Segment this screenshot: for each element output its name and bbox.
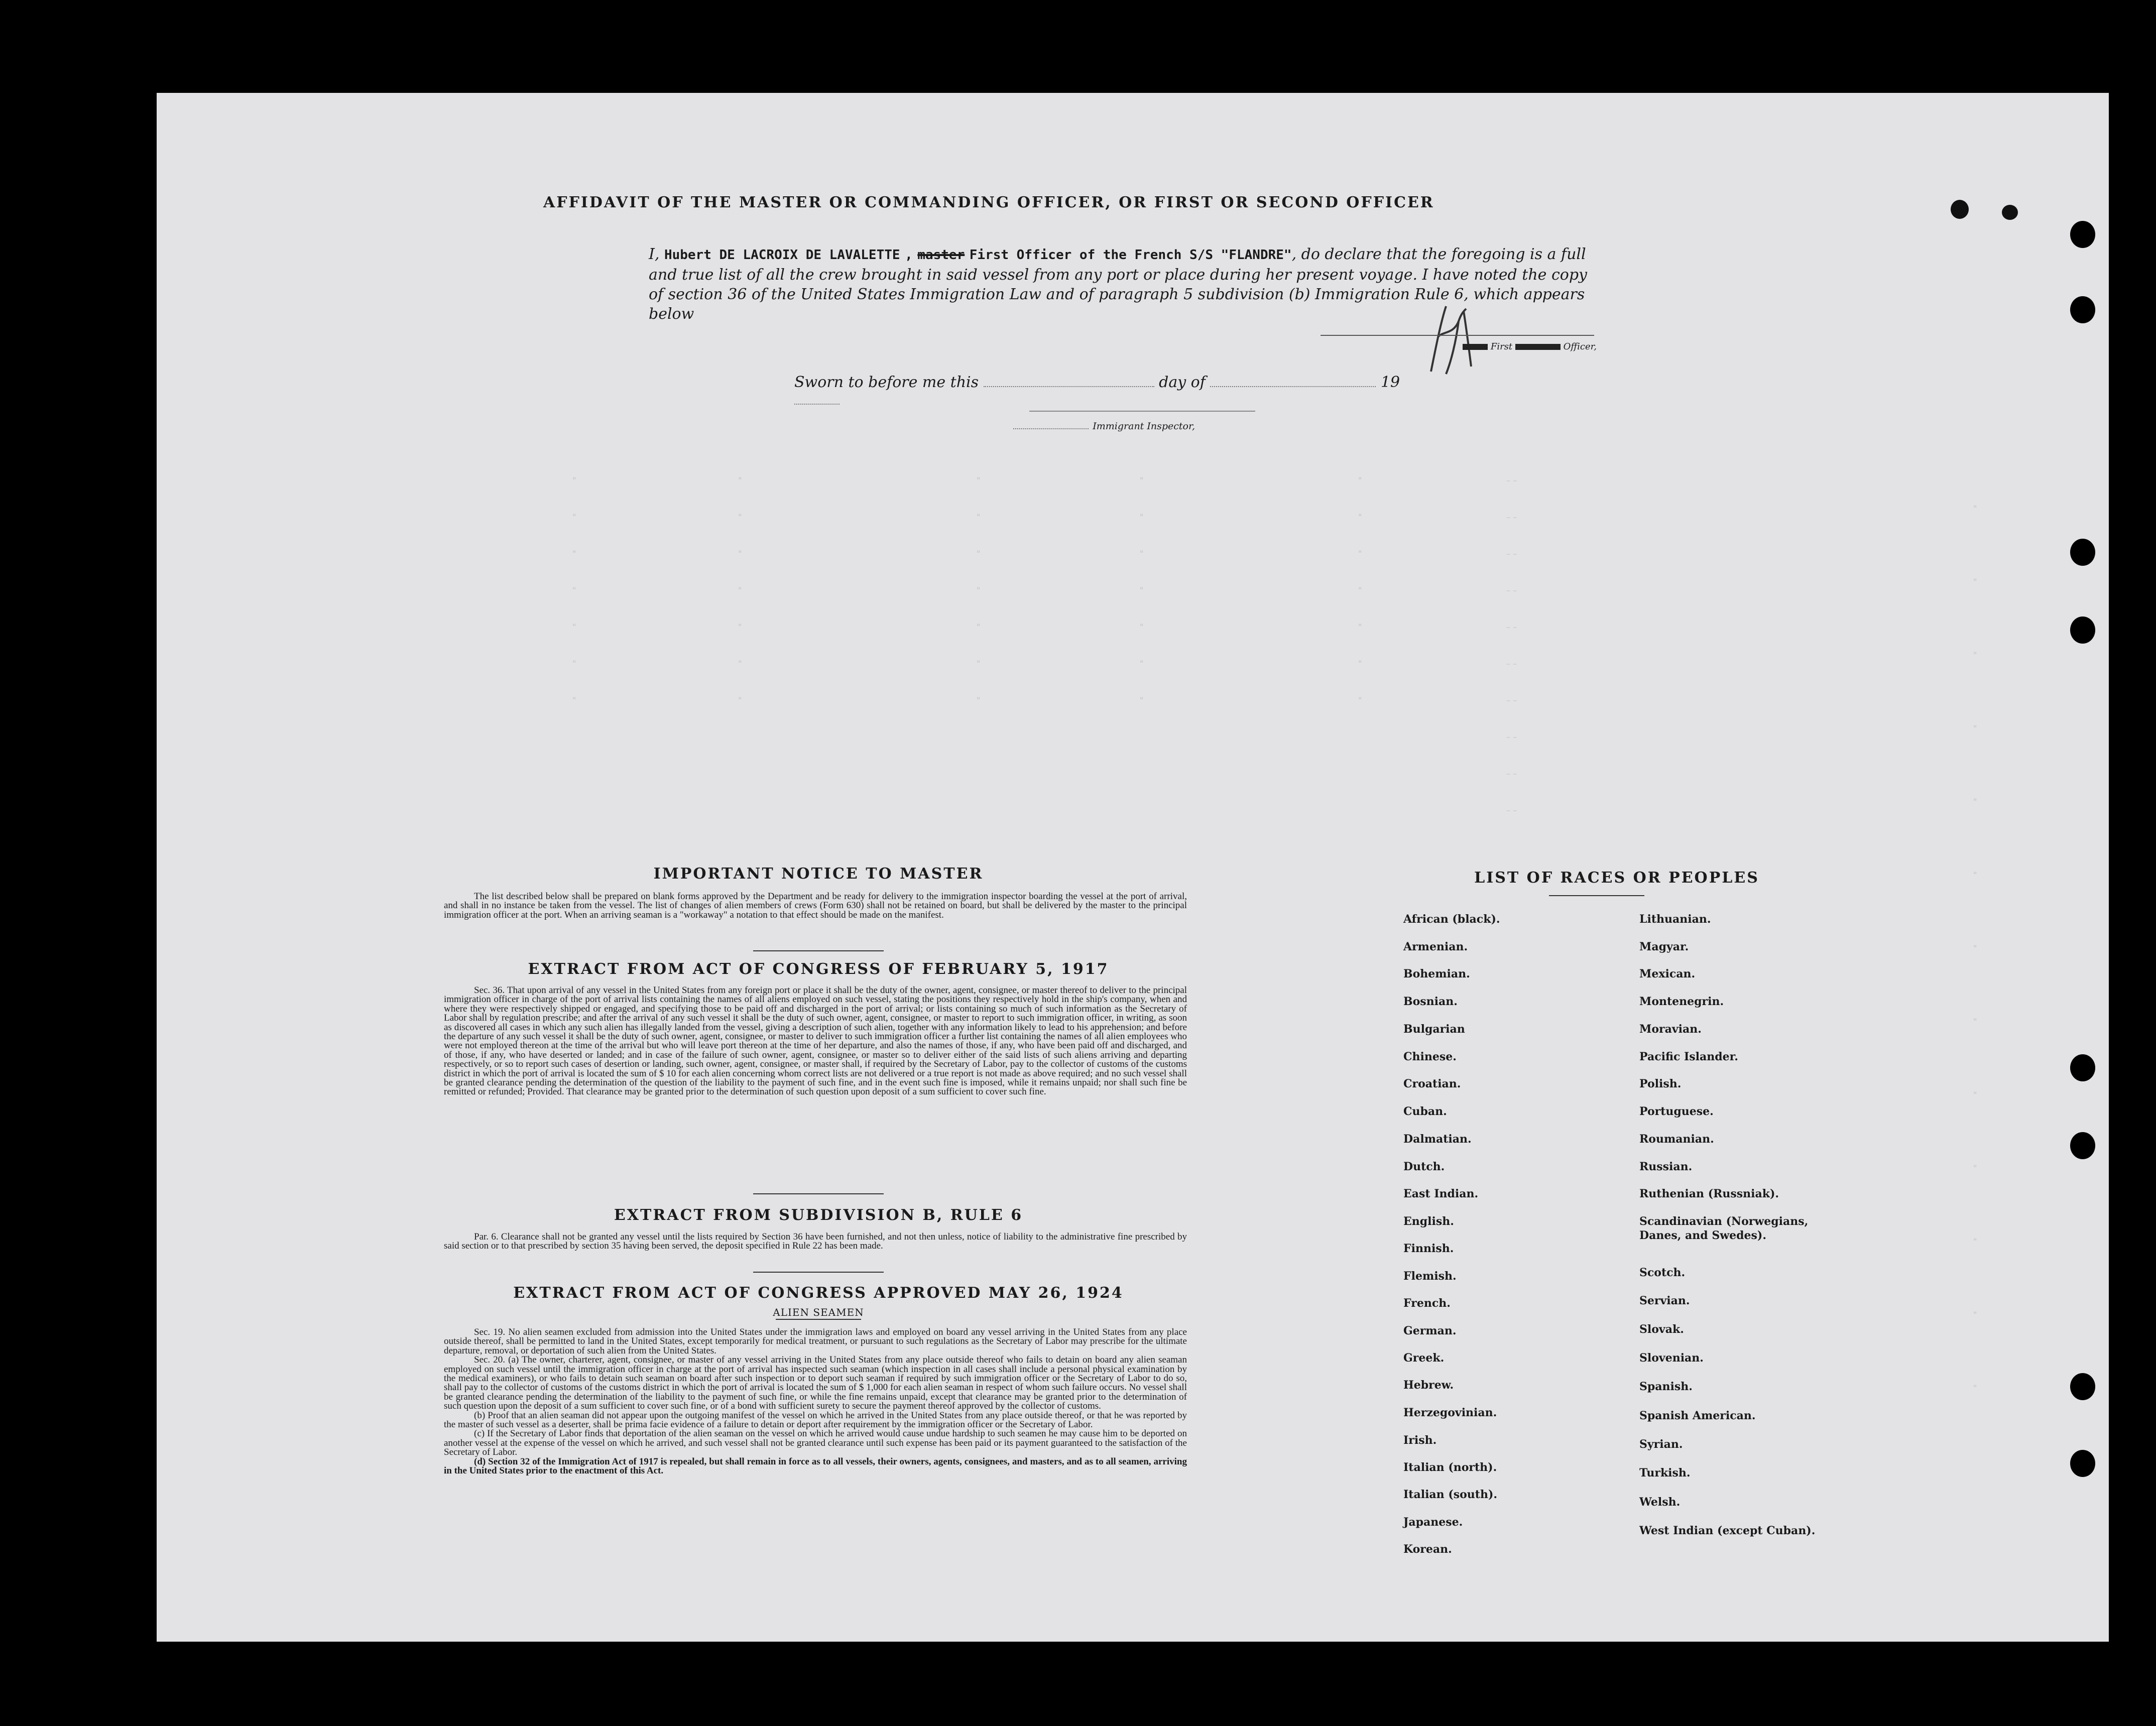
declare-tail: , do declare: [1291, 245, 1382, 263]
extract-rule6-body: Par. 6. Clearance shall not be granted any vessel until the lists required by Section 36 have been furnished, and not then unless, notice of liability to the administrative fine prescribed by said section or to that prescribed by section 35 having been served, the deposit specified in Rule 22 has been made.: [444, 1231, 1187, 1252]
extract-1917-text: [444, 986, 1187, 1097]
sworn-year: 19: [1380, 374, 1400, 391]
punch-hole: [2070, 1054, 2095, 1081]
officer-name: Hubert DE LACROIX DE LAVALETTE: [664, 248, 900, 263]
race-item: Greek.: [1403, 1351, 1445, 1365]
section-divider: [753, 1193, 884, 1194]
signature-caption: [1411, 341, 1597, 352]
signature-first: First: [1490, 341, 1513, 352]
race-item: Spanish.: [1639, 1380, 1693, 1393]
race-item: Pacific Islander.: [1639, 1050, 1738, 1063]
race-item: Portuguese.: [1639, 1105, 1714, 1118]
affidavit-paragraph: I, Hubert DE LACROIX DE LAVALETTE , master First Officer of the French S/S "FLANDRE", do declare that the foregoing is a full and true list of all the crew brought in said vessel from any port or place during her present voyage. I have noted the copy of section 36 of the United States Immigration Law and of paragraph 5 subdivision (b) Immigration Rule 6, which appears below: [649, 245, 1587, 323]
extract-1924-paragraph: (c) If the Secretary of Labor finds that deportation of the alien seaman on the vessel on which he arrived would cause undue hardship to such seamen he may cause him to be deported on another vessel at the expense of the vessel on which he arrived, and such vessel shall not be granted clearance until such expense has been paid or its payment guaranteed to the satisfaction of the Secretary of Labor.: [444, 1428, 1187, 1458]
race-item: English.: [1403, 1215, 1454, 1228]
section-divider: [753, 1272, 884, 1273]
race-item: Polish.: [1639, 1077, 1682, 1090]
race-item: Chinese.: [1403, 1050, 1457, 1063]
race-item: Turkish.: [1639, 1466, 1691, 1480]
race-item: Scotch.: [1639, 1266, 1686, 1279]
ink-blot: [1951, 200, 1969, 219]
punch-hole: [2070, 539, 2095, 566]
affidavit-pronoun: I,: [649, 245, 660, 263]
race-item: Herzegovinian.: [1403, 1406, 1497, 1419]
notice-title: IMPORTANT NOTICE TO MASTER: [653, 865, 984, 883]
extract-1924-paragraph: Sec. 20. (a) The owner, charterer, agent, consignee, or master of any vessel arriving in the United States from any place outside thereof who fails to detain on board any alien seaman employed on such vessel until the immigration officer in charge at the port of arrival has inspected such seaman (which inspection in all cases shall include a personal physical examination by the medical examiners), or who fails to detain such seaman on board after such inspection or to deport such seaman if required by such immigration officer or the Secretary of Labor to do so, shall pay to the collector of customs of the customs district in which the port of arrival is located the sum of $ 1,000 for each alien seaman in respect of whom such failure occurs. No vessel shall be granted clearance pending the determination of the liability to the payment of such fine, or while the fine remains unpaid, except that clearance may be granted prior to the determination of such question upon the deposit of a sum sufficient to cover such fine, or of a bond with sufficient surety to secure the payment thereof approved by the collector of customs.: [444, 1354, 1187, 1412]
punch-hole: [2070, 617, 2095, 644]
inspector-line: [1029, 411, 1255, 412]
race-item: Cuban.: [1403, 1105, 1447, 1118]
race-item: Italian (south).: [1403, 1488, 1498, 1501]
sworn-day: day of: [1159, 374, 1206, 391]
extract-1924-paragraph: (b) Proof that an alien seaman did not appear upon the outgoing manifest of the vessel on which he arrived in the United States from any place outside thereof, or that he was reported by the master of such vessel as a deserter, shall be prima facie evidence of a failure to detain or deport after requirement by the immigration officer or the Secretary of Labor.: [444, 1410, 1187, 1430]
race-item: Hebrew.: [1403, 1379, 1454, 1392]
race-item: Lithuanian.: [1639, 913, 1711, 926]
bleed-through-column: " " " " " " " " " " " " ": [1973, 504, 1977, 1393]
race-item: Moravian.: [1639, 1023, 1702, 1036]
affidavit-body: that the foregoing is a full and true list of all the crew brought in said vessel from any port or place during her present voyage. I have noted the copy of section 36 of the United States Immigration Law and of paragraph 5 subdivision (b) Immigration Rule 6, which appears below: [649, 245, 1587, 323]
race-item: Slovenian.: [1639, 1351, 1704, 1365]
signature-mark: [1416, 301, 1481, 377]
bleed-through-column: " " " " " " ": [977, 475, 981, 705]
officer-rank: First Officer of the French S/S "FLANDRE": [969, 248, 1292, 263]
race-item: Croatian.: [1403, 1077, 1461, 1090]
race-item: Spanish American.: [1639, 1409, 1756, 1422]
punch-hole: [2070, 1450, 2095, 1477]
race-item: Armenian.: [1403, 940, 1468, 953]
race-item: Korean.: [1403, 1543, 1452, 1556]
race-item: Irish.: [1403, 1434, 1437, 1447]
extract-rule6-text: [444, 1232, 1187, 1251]
race-item: Japanese.: [1403, 1516, 1463, 1529]
punch-hole: [2070, 221, 2095, 248]
signature-officer: Officer,: [1563, 341, 1597, 352]
bleed-through-column: " " " " " " ": [738, 475, 742, 705]
bleed-through-column: " " " " " " ": [1140, 475, 1144, 705]
extract-1924-paragraph: Sec. 19. No alien seamen excluded from admission into the United States under the immigration laws and employed on board any vessel arriving in the United States from any place outside thereof, shall be permitted to land in the United States, except temporarily for medical treatment, or pursuant to such regulations as the Secretary of Labor may prescribe for the ultimate departure, removal, or deportation of such alien from the United States.: [444, 1327, 1187, 1356]
notice-body: The list described below shall be prepared on blank forms approved by the Department and be ready for delivery to the immigration inspector boarding the vessel at the port of arrival, and shall in no instance be taken from the vessel. The list of changes of alien members of crews (Form 630) shall not be retained on board, but shall be delivered by the master to the principal immigration officer at the port. When an arriving seaman is a "workaway" a notation to that effect should be made on the manifest.: [444, 891, 1187, 920]
punch-hole: [2070, 1132, 2095, 1159]
race-item: Dalmatian.: [1403, 1133, 1472, 1146]
race-item: Italian (north).: [1403, 1461, 1497, 1474]
signature-line: [1321, 335, 1594, 336]
extract-1924-text: [444, 1328, 1187, 1476]
extract-1917-body: Sec. 36. That upon arrival of any vessel in the United States from any foreign port or place it shall be the duty of the owner, agent, consignee, or master thereof to deliver to the principal immigration officer in charge of the port of arrival lists containing the names of all aliens employed on such vessel, stating the positions they respectively hold in the ship's company, when and where they were respectively shipped or engaged, and specifying those to be paid off and discharged in the port of arrival; or lists containing so much of such information as the Secretary of Labor shall by regulation prescribe; and after the arrival of any such vessel it shall be the duty of such owner, agent, consignee, or master to report to such immigration officer, in writing, as soon as discovered all cases in which any such alien has illegally landed from the vessel, giving a description of such alien, together with any information likely to lead to his apprehension; and before the departure of any such vessel it shall be the duty of such owner, agent, consignee, or master to deliver to such immigration officer a further list containing the names of all alien employees who were not employed thereon at the time of the arrival but who will leave port thereon at the time of her departure, and also the names of those, if any, who have been paid off and discharged, and of those, if any, who have deserted or landed; and in case of the failure of such owner, agent, consignee, or master so to deliver either of the said lists of such aliens arriving and departing respectively, or so to report such cases of desertion or landing, such owner, agent, consignee, or master shall, if required by the Secretary of Labor, pay to the collector of customs of the customs district in which the port of arrival is located the sum of $ 10 for each alien concerning whom correct lists are not delivered or a true report is not made as above required; and no such vessel shall be granted clearance pending the determination of the question of the liability to the payment of such fine, and in the event such fine is imposed, while it remains unpaid; nor shall such fine be remitted or refunded; Provided. That clearance may be granted prior to the determination of such question upon deposit of a sum sufficient to cover such fine.: [444, 985, 1187, 1097]
subtitle-underline: [776, 1319, 861, 1320]
race-item: French.: [1403, 1297, 1451, 1310]
punch-hole: [2070, 296, 2095, 323]
race-item: Slovak.: [1639, 1323, 1684, 1336]
extract-1917-title: EXTRACT FROM ACT OF CONGRESS OF FEBRUARY 5, 1917: [528, 960, 1109, 978]
extract-1924-title: EXTRACT FROM ACT OF CONGRESS APPROVED MAY 26, 1924: [513, 1284, 1124, 1302]
race-item: Russian.: [1639, 1160, 1693, 1173]
race-item: Magyar.: [1639, 940, 1689, 953]
bleed-through-column: – – – – – – – – – – – – – – – – – – – –: [1506, 475, 1517, 815]
race-item: Scandinavian (Norwegians, Danes, and Swedes).: [1639, 1215, 1809, 1242]
race-item: Roumanian.: [1639, 1133, 1714, 1146]
race-item: Ruthenian (Russniak).: [1639, 1187, 1779, 1200]
race-item: East Indian.: [1403, 1187, 1479, 1200]
punch-hole: [2070, 1373, 2095, 1400]
inspector-caption: [984, 421, 1195, 432]
section-divider: [753, 950, 884, 951]
race-item: Bohemian.: [1403, 967, 1470, 980]
inspector-label: Immigrant Inspector,: [1093, 421, 1195, 432]
sworn-line: [794, 374, 1447, 409]
affidavit-title: AFFIDAVIT OF THE MASTER OR COMMANDING OFFICER, OR FIRST OR SECOND OFFICER: [543, 194, 1434, 211]
races-title-underline: [1549, 895, 1644, 896]
race-item: Welsh.: [1639, 1496, 1681, 1509]
race-item: Dutch.: [1403, 1160, 1445, 1173]
race-item: Bulgarian: [1403, 1023, 1465, 1036]
notice-text: [444, 892, 1187, 920]
extract-1924-paragraph: (d) Section 32 of the Immigration Act of 1917 is repealed, but shall remain in force as to all vessels, their owners, agents, consignees, and masters, and as to all seamen, arriving in the United States prior to the enactment of this Act.: [444, 1456, 1187, 1476]
race-item: West Indian (except Cuban).: [1639, 1524, 1816, 1537]
race-item: Bosnian.: [1403, 995, 1458, 1008]
extract-rule6-title: EXTRACT FROM SUBDIVISION B, RULE 6: [614, 1206, 1023, 1224]
race-item: Syrian.: [1639, 1438, 1683, 1451]
race-item: German.: [1403, 1324, 1457, 1337]
race-item: Servian.: [1639, 1294, 1690, 1307]
bleed-through-column: " " " " " " ": [572, 475, 576, 705]
races-title: LIST OF RACES OR PEOPLES: [1474, 869, 1759, 887]
race-item: Mexican.: [1639, 967, 1696, 980]
race-item: African (black).: [1403, 913, 1500, 926]
race-item: Finnish.: [1403, 1242, 1454, 1255]
struck-title: master: [917, 248, 965, 263]
bleed-through-column: " " " " " " ": [1358, 475, 1362, 705]
ink-blot: [2002, 205, 2018, 220]
race-item: Montenegrin.: [1639, 995, 1724, 1008]
sworn-prefix: Sworn to before me this: [794, 374, 979, 391]
race-item: Flemish.: [1403, 1270, 1457, 1283]
extract-1924-subtitle: ALIEN SEAMEN: [773, 1306, 864, 1318]
